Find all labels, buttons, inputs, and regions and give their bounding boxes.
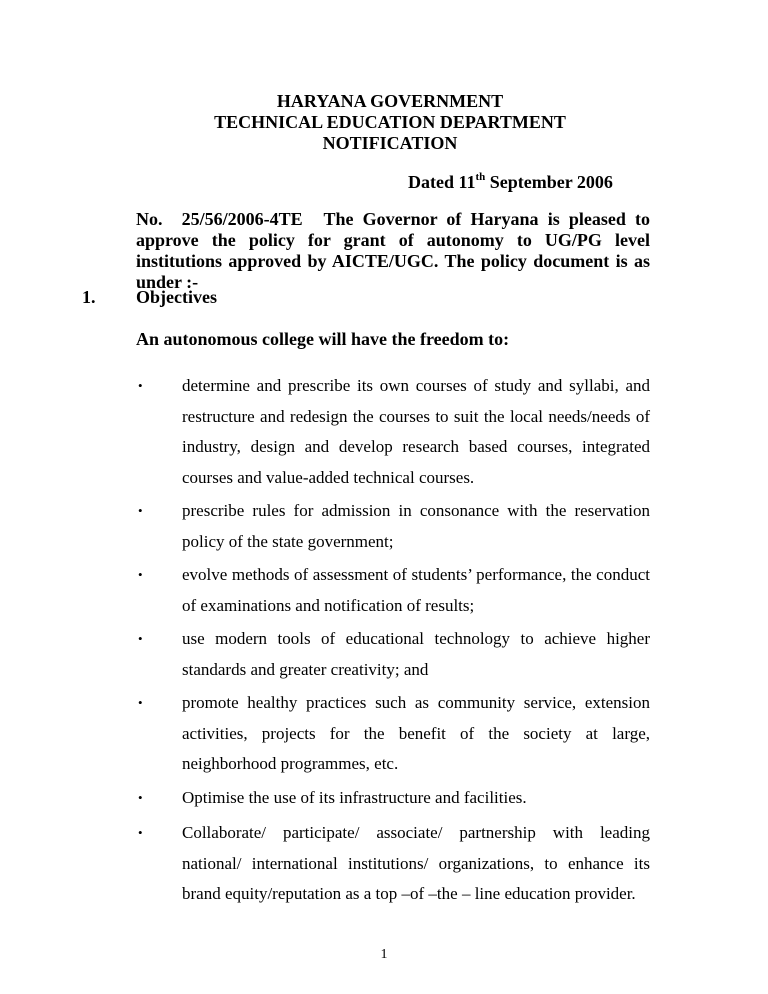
objective-text: use modern tools of educational technology to achieve higher standards and greater creativity; and (182, 629, 650, 679)
objective-text: prescribe rules for admission in consonance with the reservation policy of the state government; (182, 501, 650, 551)
page-number: 1 (380, 947, 388, 962)
objective-item (136, 496, 650, 557)
bullet-icon: • (138, 789, 143, 805)
objective-text: determine and prescribe its own courses of study and syllabi, and restructure and redesign the courses to suit the local needs/needs of industry, design and develop research based courses, integrated courses and value-added technical courses. (182, 376, 650, 487)
objective-item (136, 688, 650, 780)
objective-item (136, 371, 650, 493)
objective-item (136, 818, 650, 910)
objective-item (136, 783, 650, 814)
date-ordinal-suffix: th (475, 171, 486, 183)
date-suffix: September 2006 (485, 172, 613, 192)
bullet-icon: • (138, 567, 143, 582)
notification-intro (136, 209, 650, 293)
header-department: TECHNICAL EDUCATION DEPARTMENT (214, 112, 566, 132)
objective-text: Collaborate/ participate/ associate/ partnership with leading national/ international institutions/ organizations, to enhance its brand equity/reputation as a top –of –the – line education provider. (182, 823, 650, 903)
bullet-icon: • (138, 631, 143, 646)
notification-date (408, 172, 613, 193)
bullet-icon: • (138, 503, 143, 518)
section-lead: An autonomous college will have the freedom to: (136, 329, 510, 349)
bullet-icon: • (138, 825, 143, 840)
section-number: 1. (82, 287, 96, 307)
notification-no-label: No. (136, 209, 163, 229)
objective-item (136, 560, 650, 621)
bullet-icon: • (138, 695, 143, 710)
objective-text: Optimise the use of its infrastructure and facilities. (182, 787, 527, 807)
bullet-icon: • (138, 378, 143, 393)
document-header (140, 91, 640, 154)
header-government: HARYANA GOVERNMENT (276, 91, 504, 111)
notification-reference: 25/56/2006-4TE (181, 209, 303, 229)
objective-item (136, 624, 650, 685)
section-title: Objectives (136, 287, 217, 307)
objectives-list (136, 371, 650, 913)
objective-text: evolve methods of assessment of students’ performance, the conduct of examinations and notification of results; (182, 565, 650, 615)
header-notification: NOTIFICATION (322, 133, 458, 153)
notification-intro-text: The Governor of Haryana is pleased to approve the policy for grant of autonomy to UG/PG level institutions approved by AICTE/UGC. The policy document is as under :- (136, 209, 650, 292)
objective-text: promote healthy practices such as community service, extension activities, projects for the benefit of the society at large, neighborhood programmes, etc. (182, 693, 650, 773)
date-prefix: Dated 11 (408, 172, 476, 192)
